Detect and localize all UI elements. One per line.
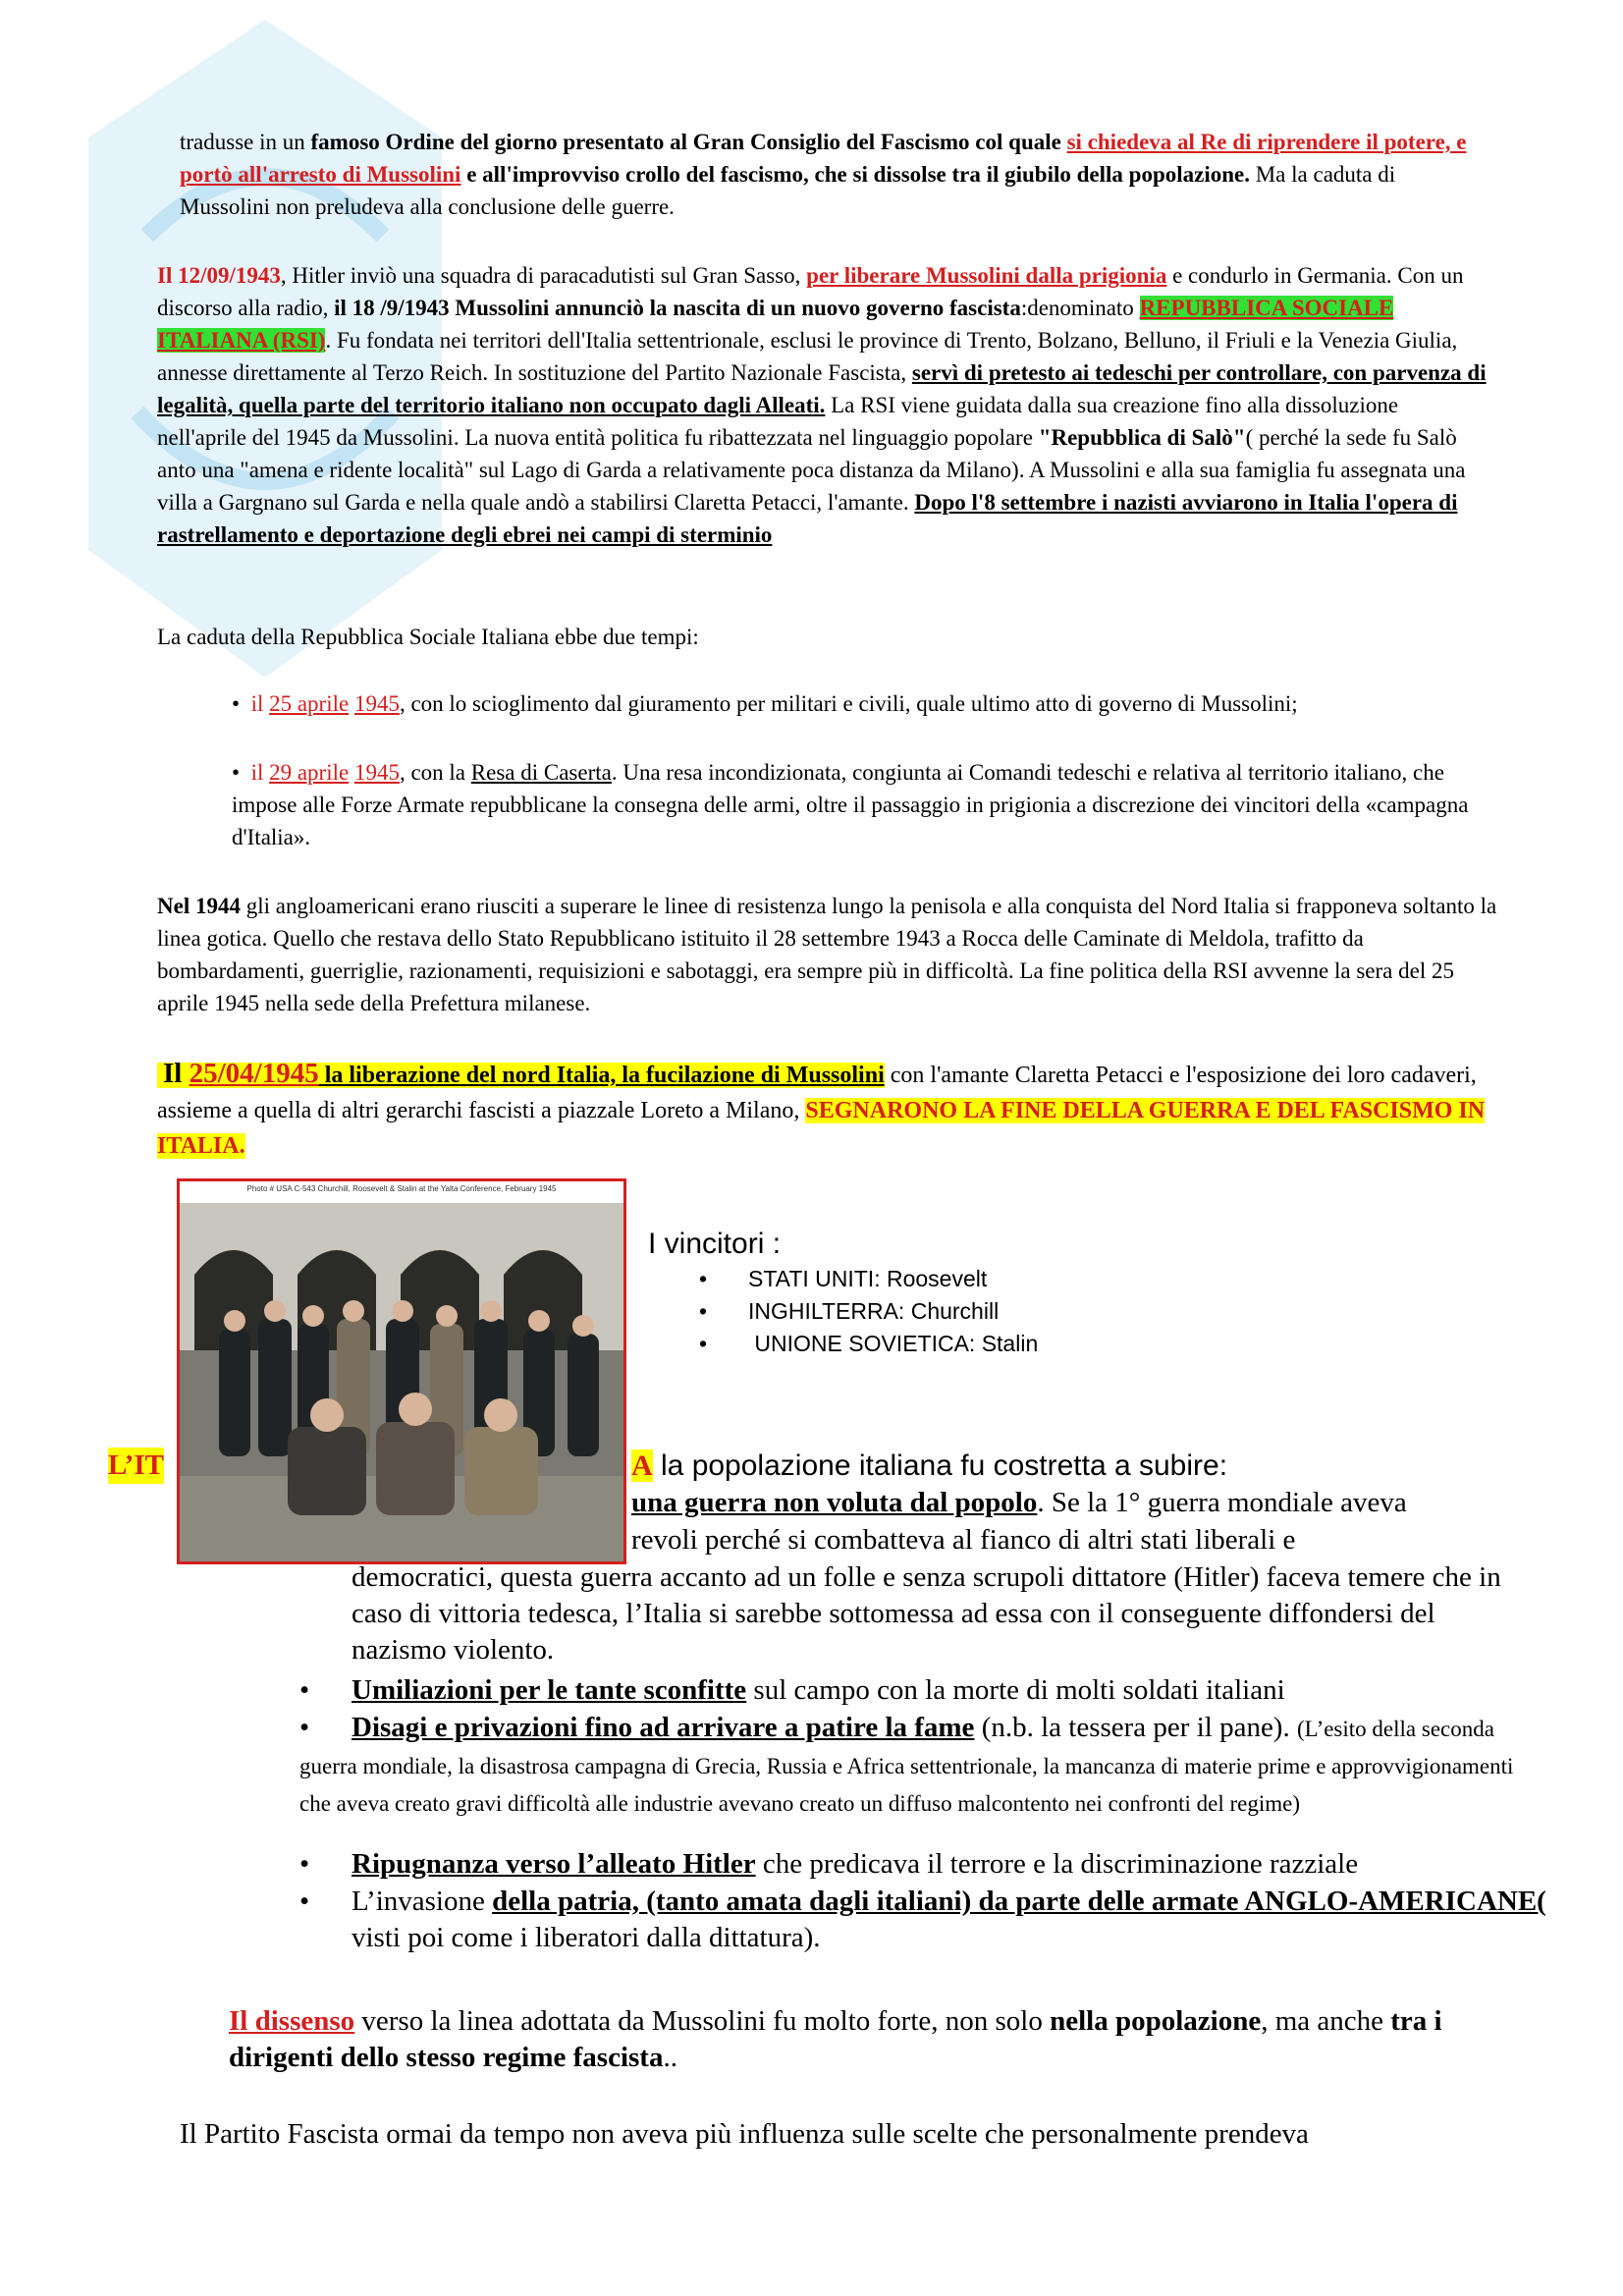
paragraph-partito-fascista: Il Partito Fascista ormai da tempo non aveva più influenza sulle scelte che personalmente prendeva <box>180 2118 1309 2150</box>
italia-item-guerra-cont2: democratici, questa guerra accanto ad un folle e senza scrupoli dittatore (Hitler) faceva temere che in caso di vittoria tedesca, l’Italia si sarebbe sottomessa ad essa con il conseguente diffondersi del nazismo violento. <box>352 1561 1501 1666</box>
paragraph-rsi: Il 12/09/1943, Hitler inviò una squadra di paracadutisti sul Gran Sasso, per liberare Mussolini dalla prigionia e condurlo in Germania. Con un discorso alla radio, il 18 /9/1943 Mussolini annunciò la nascita di un nuovo governo fascista:denominato REPUBBLICA SOCIALE ITALIANA (RSI). Fu fondata nei territori dell'Italia settentrionale, esclusi le province di Trento, Bolzano, Belluno, il Friuli e la Venezia Giulia, annesse direttamente al Terzo Reich. In sostituzione del Partito Nazionale Fascista, servì di pretesto ai tedeschi per controllare, con parvenza di legalità, quella parte del territorio italiano non occupato dagli Alleati. La RSI viene guidata dalla sua creazione fino alla dissoluzione nell'aprile del 1945 da Mussolini. La nuova entità politica fu ribattezzata nel linguaggio popolare "Repubblica di Salò"( perché la sede fu Salò anto una "amena e ridente località" sul Lago di Garda a relativamente poca distanza da Milano). A Mussolini e alla sua famiglia fu assegnata una villa a Gargnano sul Garda e nella quale andò a stabilirsi Claretta Petacci, l'amante. Dopo l'8 settembre i nazisti avviarono in Italia l'opera di rastrellamento e deportazione degli ebrei nei campi di sterminio <box>157 263 1487 547</box>
bullet-dot: • <box>699 1298 708 1324</box>
bullet-dot: • <box>699 1266 708 1291</box>
italia-item-guerra-cont1: revoli perché si combatteva al fianco di altri stati liberali e <box>631 1524 1296 1556</box>
bullet-dot: • <box>299 1712 310 1743</box>
link-1945[interactable]: 1945 <box>353 760 400 785</box>
rsi-highlight: REPUBBLICA SOCIALE ITALIANA (RSI) <box>157 296 1394 353</box>
paragraph-dissenso: Il dissenso verso la linea adottata da Mussolini fu molto forte, non solo nella popolazione, ma anche tra i dirigenti dello stesso regime fascista.. <box>229 2005 1442 2073</box>
bullet-25-aprile: • il 25 aprile 1945, con lo scioglimento dal giuramento per militari e civili, quale ultimo atto di governo di Mussolini; <box>232 691 1298 716</box>
photo-caption: Photo # USA C-543 Churchill, Roosevelt & Stalin at the Yalta Conference, February 1945 <box>246 1184 557 1193</box>
link-25-aprile[interactable]: 25 aprile <box>269 691 350 716</box>
vincitori-list <box>699 1263 1038 1360</box>
paragraph-1944: Nel 1944 gli angloamericani erano riusciti a superare le linee di resistenza lungo la penisola e alla conquista del Nord Italia si frapponeva soltanto la linea gotica. Quello che restava dello Stato Repubblicano istituito il 28 settembre 1943 a Rocca delle Caminate di Meldola, trafitto da bombardamenti, guerriglie, razionamenti, requisizioni e sabotaggi, era sempre più in difficoltà. La fine politica della RSI avvenne la sera del 25 aprile 1945 nella sede della Prefettura milanese. <box>157 894 1497 1015</box>
link-1945[interactable]: 1945 <box>353 691 400 716</box>
bullet-dot: • <box>299 1674 310 1706</box>
italia-lead-left: L’IT <box>108 1448 164 1484</box>
paragraph-gran-consiglio: tradusse in un famoso Ordine del giorno presentato al Gran Consiglio del Fascismo col quale si chiedeva al Re di riprendere il potere, e portò all'arresto di Mussolini e all'improvviso crollo del fascismo, che si dissolse tra il giubilo della popolazione. Ma la caduta di Mussolini non preludeva alla conclusione delle guerre. <box>180 130 1467 219</box>
italia-item-disagi: • Disagi e privazioni fino ad arrivare a patire la fame (n.b. la tessera per il pane). (L’esito della seconda guerra mondiale, la disastrosa campagna di Grecia, Russia e Africa settentrionale, la mancanza di materie prime e approvvigionamenti che aveva creato gravi difficoltà alle industrie avevano creato un diffuso malcontento nei confronti del regime) <box>299 1712 1514 1816</box>
vincitori-title: I vincitori : <box>648 1228 782 1260</box>
bullet-dot: • <box>232 760 251 785</box>
vincitore-item: • STATI UNITI: Roosevelt <box>699 1263 1038 1295</box>
bullet-dot: • <box>299 1848 310 1880</box>
italia-item-ripugnanza: • Ripugnanza verso l’alleato Hitler che predicava il terrore e la discriminazione razziale <box>299 1846 1537 1883</box>
italia-item-umiliazioni: • Umiliazioni per le tante sconfitte sul campo con la morte di molti soldati italiani <box>299 1672 1537 1709</box>
yalta-photo <box>177 1178 626 1564</box>
paragraph-caduta: La caduta della Repubblica Sociale Italiana ebbe due tempi: <box>157 625 699 649</box>
bullet-dot: • <box>299 1886 310 1917</box>
bullet-dot: • <box>232 691 251 716</box>
vincitore-item: • INGHILTERRA: Churchill <box>699 1295 1038 1328</box>
bullet-dot: • <box>699 1331 708 1356</box>
vincitore-item: • UNIONE SOVIETICA: Stalin <box>699 1328 1038 1360</box>
link-29-aprile[interactable]: 29 aprile <box>269 760 350 785</box>
italia-item-invasione: • L’invasione della patria, (tanto amata dagli italiani) da parte delle armate ANGLO-AMERICANE( visti poi come i liberatori dalla dittatura). <box>299 1886 1546 1953</box>
italia-item-guerra: una guerra non voluta dal popolo. Se la 1° guerra mondiale aveva <box>631 1487 1407 1518</box>
italia-lead-right: A la popolazione italiana fu costretta a subire: <box>631 1449 1228 1482</box>
yalta-photo-image <box>180 1181 623 1561</box>
link-resa-di-caserta[interactable]: Resa di Caserta <box>470 760 612 785</box>
paragraph-liberazione: Il 25/04/1945 la liberazione del nord Italia, la fucilazione di Mussolini con l'amante Claretta Petacci e l'esposizione dei loro cadaveri, assieme a quella di altri gerarchi fascisti a piazzale Loreto a Milano, SEGNARONO LA FINE DELLA GUERRA E DEL FASCISMO IN ITALIA. <box>157 1058 1486 1159</box>
bullet-29-aprile: • il 29 aprile 1945, con la Resa di Caserta. Una resa incondizionata, congiunta ai Comandi tedeschi e relativa al territorio italiano, che impose alle Forze Armate repubblicane la consegna delle armi, oltre il passaggio in prigionia a discrezione dei vincitori della «campagna d'Italia». <box>232 760 1469 849</box>
